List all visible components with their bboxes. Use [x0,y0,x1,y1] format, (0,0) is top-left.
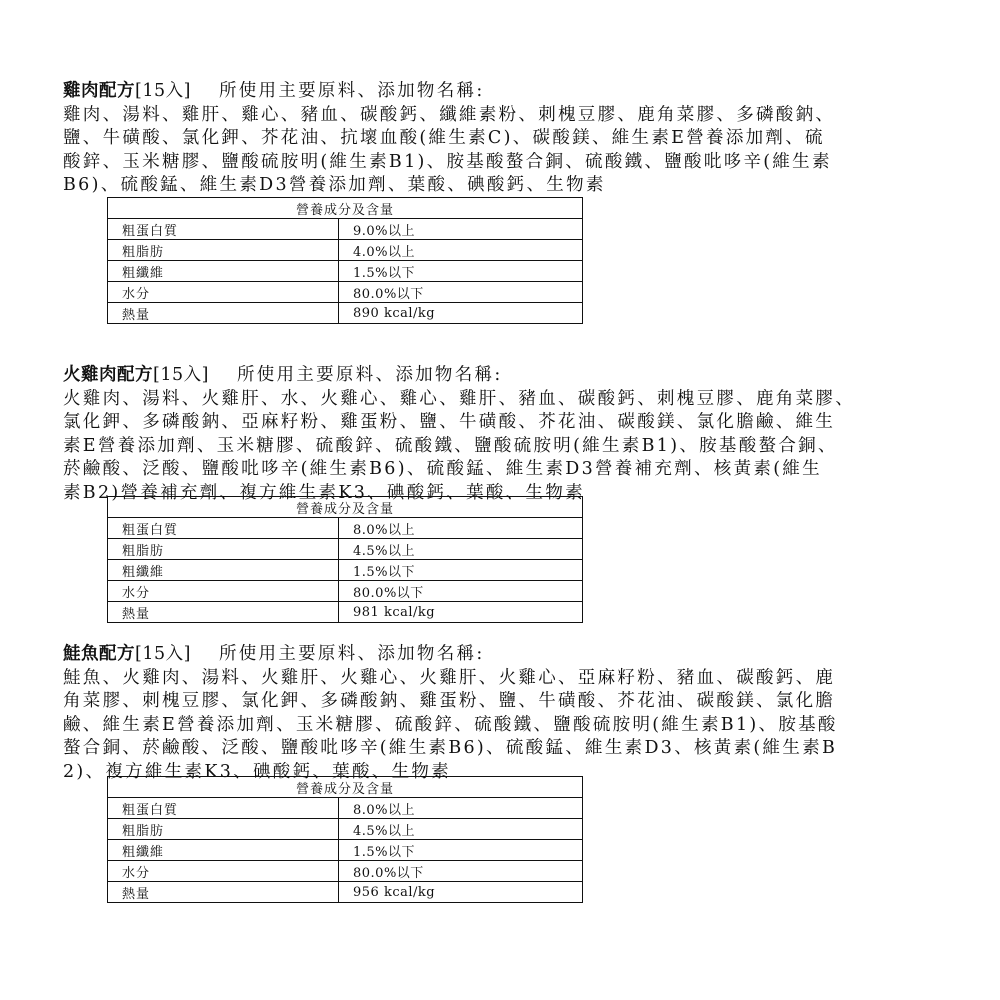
nutrition-table [107,197,583,324]
nutrient-label: 熱量 [108,602,339,623]
recipe-section-turkey [63,364,943,622]
table-row [108,882,583,903]
table-row [108,539,583,560]
nutrient-label: 粗纖維 [108,261,339,282]
nutrient-label: 粗脂肪 [108,819,339,840]
nutrient-label: 粗纖維 [108,560,339,581]
ingredients-line: 火雞肉、湯料、火雞肝、水、火雞心、雞心、雞肝、豬血、碳酸鈣、刺槐豆膠、鹿角菜膠、 [63,388,855,409]
nutrient-value: 4.5%以上 [339,539,583,560]
nutrient-label: 粗脂肪 [108,539,339,560]
nutrient-label: 粗脂肪 [108,240,339,261]
nutrient-label: 粗纖維 [108,840,339,861]
recipe-count: [15入] [135,81,191,101]
table-row [108,798,583,819]
nutrition-table [107,496,583,623]
recipe-title: 雞肉配方 [63,81,135,101]
ingredients-line: 鮭魚、火雞肉、湯料、火雞肝、火雞心、火雞肝、火雞心、亞麻籽粉、豬血、碳酸鈣、鹿 [63,667,836,688]
ingredients-line: 素E營養添加劑、玉米糖膠、硫酸鋅、硫酸鐵、鹽酸硫胺明(維生素B1)、胺基酸螯合銅、 [63,435,838,456]
nutrient-label: 熱量 [108,882,339,903]
nutrient-value: 1.5%以下 [339,560,583,581]
table-row [108,240,583,261]
recipe-heading [63,80,943,104]
nutrient-label: 水分 [108,581,339,602]
nutrient-label: 粗蛋白質 [108,518,339,539]
table-row [108,840,583,861]
table-row [108,261,583,282]
nutrient-value: 890 kcal/kg [339,303,583,324]
ingredients-text [63,104,943,198]
ingredients-intro: 所使用主要原料、添加物名稱: [218,81,485,101]
nutrient-label: 水分 [108,861,339,882]
table-row [108,602,583,623]
nutrient-value: 8.0%以上 [339,518,583,539]
nutrient-value: 4.5%以上 [339,819,583,840]
ingredients-text [63,667,943,785]
ingredients-intro: 所使用主要原料、添加物名稱: [236,365,503,385]
recipe-title: 鮭魚配方 [63,644,135,664]
nutrient-value: 1.5%以下 [339,261,583,282]
nutrient-label: 水分 [108,282,339,303]
ingredients-line: 角菜膠、刺槐豆膠、氯化鉀、多磷酸鈉、雞蛋粉、鹽、牛磺酸、芥花油、碳酸鎂、氯化膽 [63,691,836,712]
table-row [108,560,583,581]
ingredients-line: 螯合銅、菸鹼酸、泛酸、鹽酸吡哆辛(維生素B6)、硫酸錳、維生素D3、核黃素(維生素B [63,738,838,759]
table-row [108,581,583,602]
nutrition-table-header: 營養成分及含量 [108,497,583,518]
ingredients-line: B6)、硫酸錳、維生素D3營養添加劑、葉酸、碘酸鈣、生物素 [63,175,606,196]
table-row [108,518,583,539]
recipe-count: [15入] [135,644,191,664]
table-row [108,282,583,303]
recipe-section-salmon [63,643,943,902]
ingredients-line: 酸鋅、玉米糖膠、鹽酸硫胺明(維生素B1)、胺基酸螯合銅、硫酸鐵、鹽酸吡哆辛(維生素 [63,151,832,172]
ingredients-line: 素B2)營養補充劑、複方維生素K3、碘酸鈣、葉酸、生物素 [63,482,585,503]
nutrient-value: 80.0%以下 [339,861,583,882]
nutrient-value: 80.0%以下 [339,282,583,303]
ingredients-line: 氯化鉀、多磷酸鈉、亞麻籽粉、雞蛋粉、鹽、牛磺酸、芥花油、碳酸鎂、氯化膽鹼、維生 [63,412,836,433]
recipe-heading [63,643,943,667]
ingredients-text [63,388,943,506]
nutrient-value: 1.5%以下 [339,840,583,861]
table-row [108,819,583,840]
nutrient-label: 熱量 [108,303,339,324]
nutrition-table [107,776,583,903]
nutrient-value: 9.0%以上 [339,219,583,240]
nutrition-table-header: 營養成分及含量 [108,777,583,798]
ingredients-line: 菸鹼酸、泛酸、鹽酸吡哆辛(維生素B6)、硫酸錳、維生素D3營養補充劑、核黃素(維生 [63,459,822,480]
ingredients-line: 2)、複方維生素K3、碘酸鈣、葉酸、生物素 [63,761,451,782]
nutrient-value: 4.0%以上 [339,240,583,261]
ingredients-line: 鹼、維生素E營養添加劑、玉米糖膠、硫酸鋅、硫酸鐵、鹽酸硫胺明(維生素B1)、胺基酸 [63,714,838,735]
nutrition-table-header: 營養成分及含量 [108,198,583,219]
recipe-heading [63,364,943,388]
table-row [108,219,583,240]
nutrient-label: 粗蛋白質 [108,798,339,819]
ingredients-line: 雞肉、湯料、雞肝、雞心、豬血、碳酸鈣、纖維素粉、刺槐豆膠、鹿角菜膠、多磷酸鈉、 [63,104,836,125]
table-row [108,303,583,324]
nutrient-value: 8.0%以上 [339,798,583,819]
ingredients-intro: 所使用主要原料、添加物名稱: [218,644,485,664]
nutrient-value: 80.0%以下 [339,581,583,602]
nutrient-value: 956 kcal/kg [339,882,583,903]
nutrient-label: 粗蛋白質 [108,219,339,240]
nutrient-value: 981 kcal/kg [339,602,583,623]
ingredients-line: 鹽、牛磺酸、氯化鉀、芥花油、抗壞血酸(維生素C)、碳酸鎂、維生素E營養添加劑、硫 [63,128,825,149]
recipe-section-chicken [63,80,943,323]
recipe-title: 火雞肉配方 [63,365,153,385]
recipe-count: [15入] [153,365,209,385]
table-row [108,861,583,882]
